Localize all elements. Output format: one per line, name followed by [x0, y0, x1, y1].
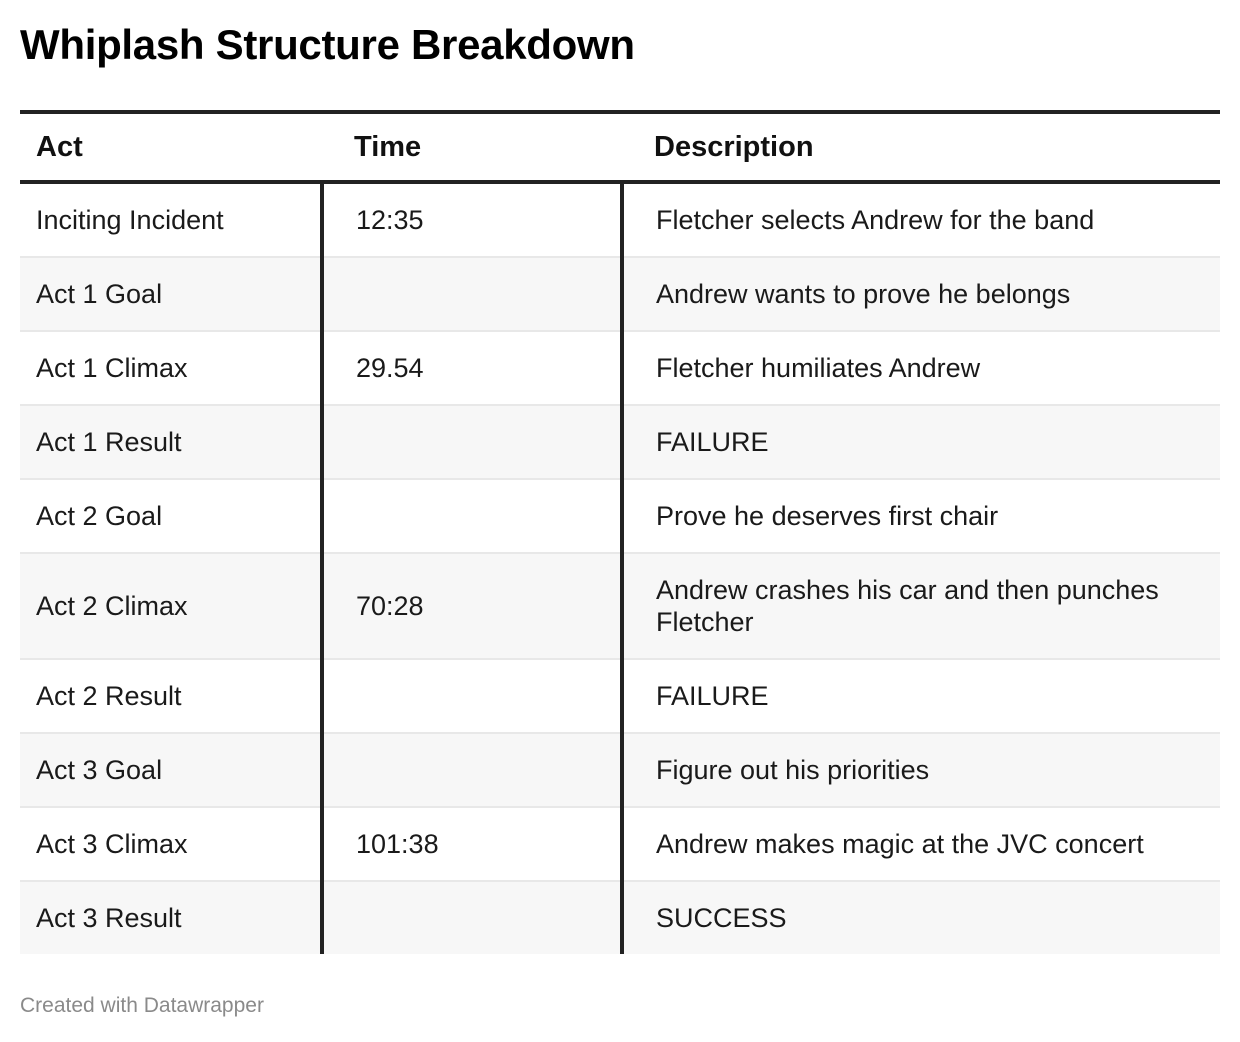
- table-row: [20, 733, 1220, 807]
- column-header-description[interactable]: Description: [654, 130, 814, 163]
- structure-table-container: [20, 110, 1220, 954]
- table-row: [20, 807, 1220, 881]
- column-header-act[interactable]: Act: [36, 130, 83, 163]
- cell-time: [322, 733, 622, 807]
- cell-time: 101:38: [322, 807, 622, 881]
- table-row: [20, 479, 1220, 553]
- cell-description: FAILURE: [622, 659, 1220, 733]
- cell-act: Act 3 Climax: [20, 807, 322, 881]
- table-header-row: [20, 112, 1220, 182]
- cell-act: Act 3 Goal: [20, 733, 322, 807]
- cell-act: Act 1 Climax: [20, 331, 322, 405]
- cell-time: [322, 659, 622, 733]
- cell-time: 12:35: [322, 182, 622, 257]
- cell-time: [322, 479, 622, 553]
- cell-description: FAILURE: [622, 405, 1220, 479]
- table-row: [20, 881, 1220, 954]
- cell-act: Act 2 Goal: [20, 479, 322, 553]
- table-row: [20, 553, 1220, 659]
- cell-act: Act 2 Climax: [20, 553, 322, 659]
- column-header-time[interactable]: Time: [354, 130, 422, 163]
- table-row: [20, 257, 1220, 331]
- chart-title: Whiplash Structure Breakdown: [20, 21, 635, 68]
- table-row: [20, 331, 1220, 405]
- cell-description: Fletcher selects Andrew for the band: [622, 182, 1220, 257]
- cell-description: SUCCESS: [622, 881, 1220, 954]
- cell-description: Andrew crashes his car and then punches Fletcher: [622, 553, 1220, 659]
- table-row: [20, 659, 1220, 733]
- table-row: [20, 182, 1220, 257]
- cell-time: 29.54: [322, 331, 622, 405]
- table-row: [20, 405, 1220, 479]
- cell-act: Act 3 Result: [20, 881, 322, 954]
- cell-act: Inciting Incident: [20, 182, 322, 257]
- cell-act: Act 1 Result: [20, 405, 322, 479]
- cell-act: Act 2 Result: [20, 659, 322, 733]
- cell-time: [322, 257, 622, 331]
- cell-description: Andrew wants to prove he belongs: [622, 257, 1220, 331]
- cell-description: Fletcher humiliates Andrew: [622, 331, 1220, 405]
- cell-time: [322, 405, 622, 479]
- cell-description: Prove he deserves first chair: [622, 479, 1220, 553]
- cell-act: Act 1 Goal: [20, 257, 322, 331]
- cell-time: 70:28: [322, 553, 622, 659]
- cell-description: Andrew makes magic at the JVC concert: [622, 807, 1220, 881]
- cell-description: Figure out his priorities: [622, 733, 1220, 807]
- cell-time: [322, 881, 622, 954]
- table-body: [20, 182, 1220, 954]
- datawrapper-credit[interactable]: Created with Datawrapper: [20, 994, 264, 1017]
- structure-table: [20, 110, 1220, 954]
